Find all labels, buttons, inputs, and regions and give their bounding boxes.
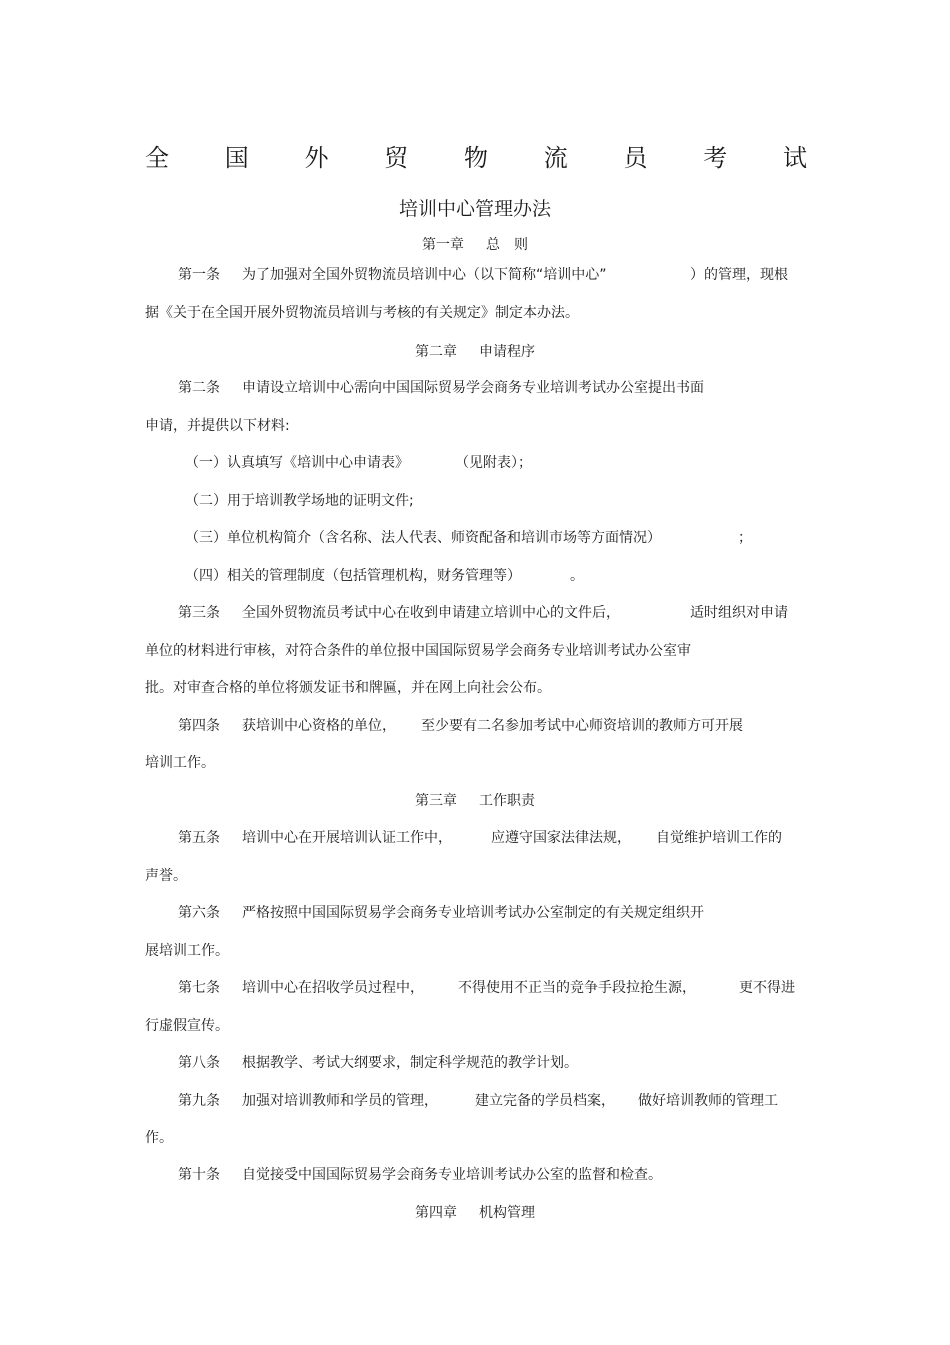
article-7-line-1-tail: 更不得进	[739, 980, 795, 996]
article-4-line-1-tail: 至少要有二名参加考试中心师资培训的教师方可开展	[421, 718, 743, 734]
article-4-line-2: 培训工作。	[145, 755, 215, 771]
article-4-line-1	[178, 716, 396, 736]
list-item-tail: ；	[738, 530, 752, 546]
article-text: 全国外贸物流员考试中心在收到申请建立培训中心的文件后，	[242, 605, 620, 621]
chapter-name: 申请程序	[479, 344, 535, 360]
article-label: 第七条	[178, 980, 220, 996]
article-7-line-2: 行虚假宣传。	[145, 1018, 229, 1034]
article-9-line-2: 作。	[145, 1130, 173, 1146]
chapter-label: 第一章	[422, 237, 464, 253]
title-char: 流	[543, 144, 568, 172]
chapter-label: 第四章	[415, 1205, 457, 1221]
article-6-line-1	[178, 903, 704, 923]
article-label: 第九条	[178, 1093, 220, 1109]
chapter-label: 第二章	[415, 344, 457, 360]
article-3-line-3: 批。对审查合格的单位将颁发证书和牌匾，并在网上向社会公布。	[145, 680, 551, 696]
article-8-line-1	[178, 1053, 578, 1073]
article-text: 培训中心在招收学员过程中，	[242, 980, 424, 996]
title-char: 试	[783, 144, 807, 172]
title-char: 员	[623, 144, 648, 172]
chapter-heading-2	[0, 342, 950, 362]
article-label: 第四条	[178, 718, 220, 734]
list-item	[185, 491, 414, 511]
document-title-line1	[145, 140, 807, 176]
article-3-line-2: 单位的材料进行审核，对符合条件的单位报中国国际贸易学会商务专业培训考试办公室审	[145, 643, 691, 659]
article-label: 第八条	[178, 1055, 220, 1071]
article-text: 根据教学、考试大纲要求，制定科学规范的教学计划。	[242, 1055, 578, 1071]
article-9-line-1-mid: 建立完备的学员档案，	[475, 1093, 615, 1109]
list-item-text: （三）单位机构简介（含名称、法人代表、师资配备和培训市场等方面情况）	[185, 530, 661, 546]
title-char: 贸	[384, 144, 409, 172]
article-5-line-1-mid: 应遵守国家法律法规，	[491, 830, 631, 846]
chapter-heading-1	[0, 235, 950, 255]
article-1-line-1	[178, 265, 607, 285]
article-5-line-2: 声誉。	[145, 868, 187, 884]
chapter-heading-3	[0, 791, 950, 811]
article-5-line-1	[178, 828, 452, 848]
article-label: 第十条	[178, 1167, 220, 1183]
chapter-name: 工作职责	[479, 793, 535, 809]
article-label: 第三条	[178, 605, 220, 621]
article-3-line-1	[178, 603, 620, 623]
article-3-line-1-tail: 适时组织对申请	[690, 605, 788, 621]
title-char: 外	[304, 144, 329, 172]
title-char: 全	[145, 144, 169, 172]
chapter-name: 机构管理	[479, 1205, 535, 1221]
list-item-tail: （见附表）；	[455, 455, 532, 471]
list-item-text: （二）用于培训教学场地的证明文件;	[185, 493, 414, 509]
article-label: 第六条	[178, 905, 220, 921]
title-char: 考	[703, 144, 728, 172]
list-item	[185, 566, 521, 586]
article-10-line-1	[178, 1165, 662, 1185]
article-1-line-2: 据《关于在全国开展外贸物流员培训与考核的有关规定》制定本办法。	[145, 305, 579, 321]
article-9-line-1	[178, 1091, 438, 1111]
article-label: 第五条	[178, 830, 220, 846]
article-9-line-1-tail: 做好培训教师的管理工	[638, 1093, 778, 1109]
article-5-line-1-tail: 自觉维护培训工作的	[656, 830, 782, 846]
article-label: 第二条	[178, 380, 220, 396]
article-text: 获培训中心资格的单位，	[242, 718, 396, 734]
chapter-heading-4	[0, 1203, 950, 1223]
article-text: 自觉接受中国国际贸易学会商务专业培训考试办公室的监督和检查。	[242, 1167, 662, 1183]
article-text: 为了加强对全国外贸物流员培训中心（以下简称“培训中心”	[242, 267, 607, 283]
article-1-line-1-tail: ）的管理，现根	[690, 267, 788, 283]
title-char: 国	[224, 144, 249, 172]
list-item	[185, 453, 532, 473]
list-item	[185, 528, 661, 548]
article-label: 第一条	[178, 267, 220, 283]
list-item-tail: 。	[570, 568, 584, 584]
list-item-text: （一）认真填写《培训中心申请表》	[185, 455, 409, 471]
article-text: 严格按照中国国际贸易学会商务专业培训考试办公室制定的有关规定组织开	[242, 905, 704, 921]
article-7-line-1	[178, 978, 424, 998]
article-7-line-1-mid: 不得使用不正当的竞争手段拉抢生源，	[458, 980, 696, 996]
article-text: 加强对培训教师和学员的管理，	[242, 1093, 438, 1109]
list-item-text: （四）相关的管理制度（包括管理机构，财务管理等）	[185, 568, 521, 584]
chapter-label: 第三章	[415, 793, 457, 809]
article-2-line-1	[178, 378, 704, 398]
article-6-line-2: 展培训工作。	[145, 943, 229, 959]
article-2-line-2: 申请，并提供以下材料:	[145, 418, 290, 434]
title-char: 物	[464, 144, 488, 172]
article-text: 培训中心在开展培训认证工作中，	[242, 830, 452, 846]
chapter-name: 总 则	[486, 237, 528, 253]
article-text: 申请设立培训中心需向中国国际贸易学会商务专业培训考试办公室提出书面	[242, 380, 704, 396]
document-title-line2: 培训中心管理办法	[398, 198, 551, 220]
